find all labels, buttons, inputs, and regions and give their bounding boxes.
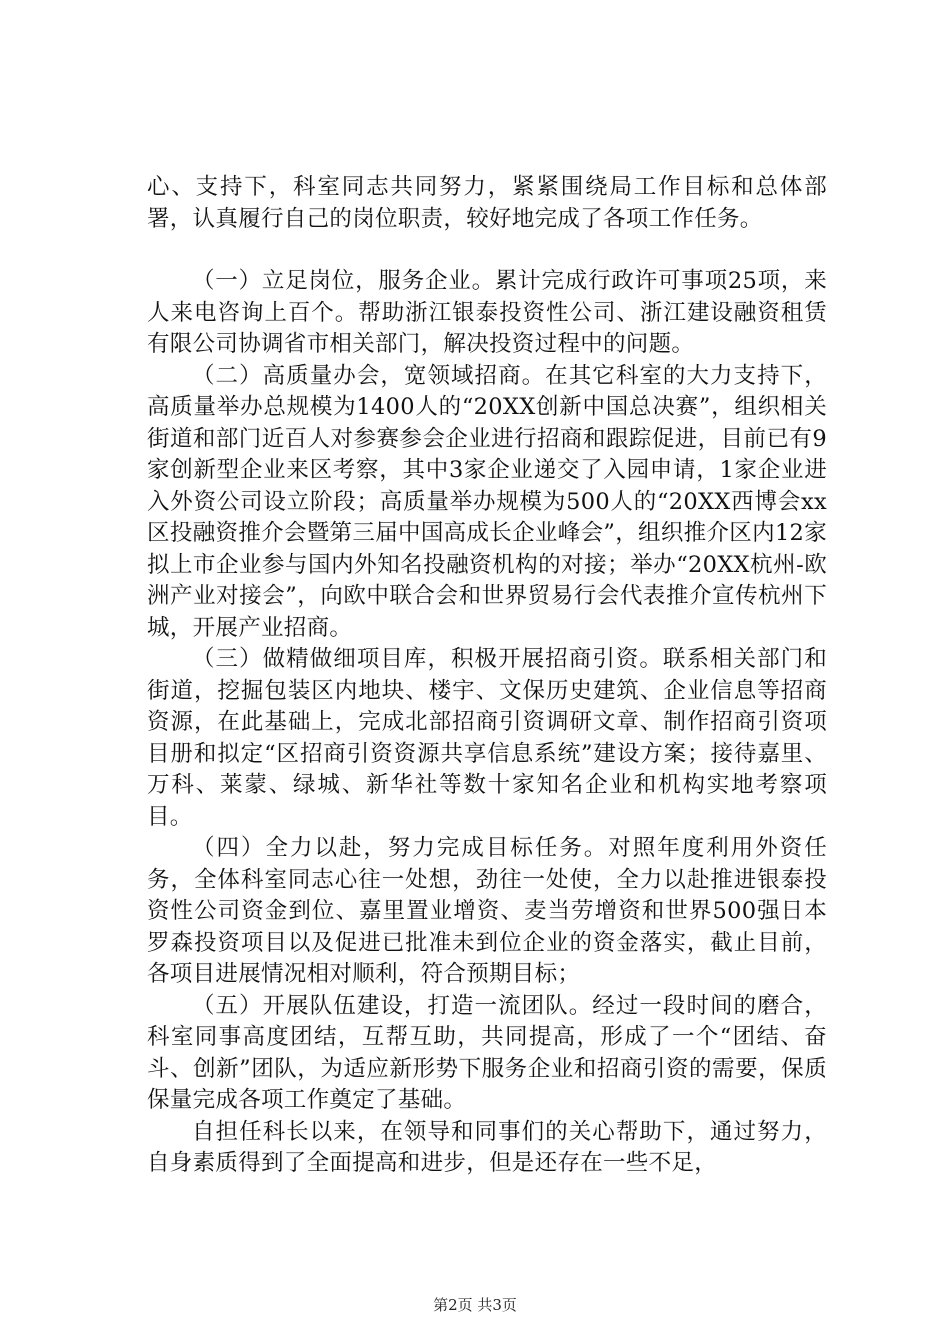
page-footer: 第2页 共3页 [433,1296,517,1314]
opening-fragment-block [147,172,827,235]
opening-fragment: 心、支持下，科室同志共同努力，紧紧围绕局工作目标和总体部署，认真履行自己的岗位职责，较好地完成了各项工作任务。 [147,174,827,232]
paragraph-5: （五）开展队伍建设，打造一流团队。经过一段时间的磨合，科室同事高度团结，互帮互助，共同提高，形成了一个“团结、奋斗、创新”团队，为适应新形势下服务企业和招商引资的需要，保质保量完成各项工作奠定了基础。 [147,992,827,1113]
paragraph-2: （二）高质量办会，宽领域招商。在其它科室的大力支持下，高质量举办总规模为1400人的“20XX创新中国总决赛”，组织相关街道和部门近百人对参赛参会企业进行招商和跟踪促进，目前已有9家创新型企业来区考察，其中3家企业递交了入园申请，1家企业进入外资公司设立阶段；高质量举办规模为500人的“20XX西博会xx区投融资推介会暨第三届中国高成长企业峰会”，组织推介区内12家拟上市企业参与国内外知名投融资机构的对接；举办“20XX杭州-欧洲产业对接会”，向欧中联合会和世界贸易行会代表推介宣传杭州下城，开展产业招商。 [147,362,827,641]
paragraph-3: （三）做精做细项目库，积极开展招商引资。联系相关部门和街道，挖掘包装区内地块、楼宇、文保历史建筑、企业信息等招商资源，在此基础上，完成北部招商引资调研文章、制作招商引资项目册和拟定“区招商引资资源共享信息系统”建设方案；接待嘉里、万科、莱蒙、绿城、新华社等数十家知名企业和机构实地考察项目。 [147,646,827,830]
paragraph-4: （四）全力以赴，努力完成目标任务。对照年度利用外资任务，全体科室同志心往一处想，劲往一处使，全力以赴推进银泰投资性公司资金到位、嘉里置业增资、麦当劳增资和世界500强日本罗森投资项目以及促进已批准未到位企业的资金落实，截止目前，各项目进展情况相对顺利，符合预期目标； [147,835,827,987]
paragraph-6: 自担任科长以来，在领导和同事们的关心帮助下，通过努力，自身素质得到了全面提高和进步，但是还存在一些不足， [147,1118,827,1176]
body-text-block [147,266,827,1180]
paragraph-1: （一）立足岗位，服务企业。累计完成行政许可事项25项，来人来电咨询上百个。帮助浙江银泰投资性公司、浙江建设融资租赁有限公司协调省市相关部门，解决投资过程中的问题。 [147,268,827,357]
